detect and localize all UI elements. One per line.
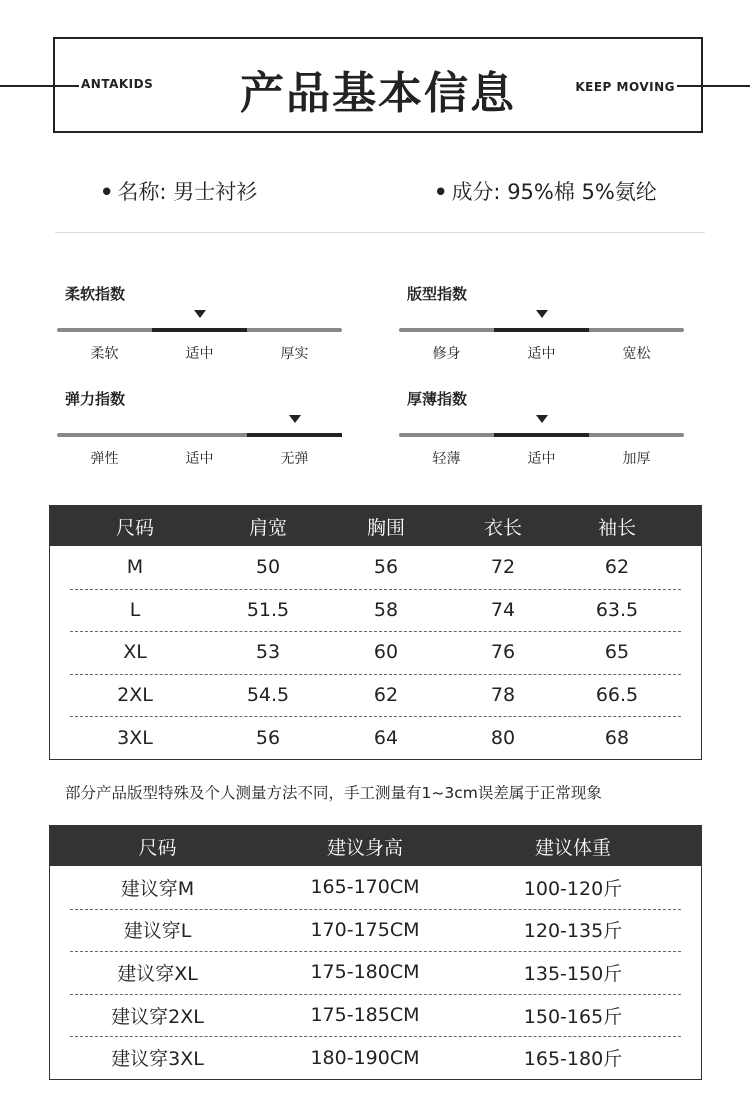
- table-cell: 62: [373, 684, 399, 707]
- index-label: 适中: [185, 346, 214, 362]
- table-cell: 53: [255, 641, 281, 664]
- table-cell: 建议穿M: [120, 877, 195, 900]
- index-title: 版型指数: [407, 285, 468, 303]
- table-cell: 170-175CM: [310, 918, 420, 941]
- table-cell: 68: [604, 726, 630, 749]
- size-table-header: [50, 506, 701, 546]
- table-cell: 165-180斤: [523, 1048, 623, 1071]
- index-label: 加厚: [622, 451, 651, 467]
- index-title: 柔软指数: [65, 285, 126, 303]
- table-cell: 165-170CM: [310, 876, 420, 899]
- table-cell: 66.5: [595, 684, 639, 707]
- index-track-selected: [494, 433, 589, 437]
- index-block: [57, 283, 342, 363]
- table-cell: L: [129, 598, 141, 621]
- table-row: [50, 994, 701, 1037]
- index-track: [57, 433, 342, 437]
- recommend-table: [49, 825, 702, 1080]
- table-row: [50, 674, 701, 717]
- product-composition: [434, 176, 657, 206]
- table-cell: 63.5: [595, 598, 639, 621]
- table-cell: M: [126, 556, 144, 579]
- index-track-selected: [494, 328, 589, 332]
- size-table: [49, 505, 702, 760]
- index-title: 厚薄指数: [407, 390, 468, 408]
- table-row: [50, 716, 701, 759]
- index-block: [57, 388, 342, 468]
- table-row: [50, 1036, 701, 1079]
- table-row: [50, 546, 701, 589]
- table-cell: 175-180CM: [310, 961, 420, 984]
- table-cell: 建议穿XL: [117, 962, 198, 985]
- brand-right: KEEP MOVING: [575, 80, 675, 94]
- index-label: 弹性: [90, 451, 119, 467]
- table-cell: 74: [490, 598, 516, 621]
- table-cell: 120-135斤: [523, 920, 623, 943]
- table-row: [50, 909, 701, 952]
- table-cell: 58: [373, 598, 399, 621]
- table-cell: 54.5: [246, 684, 290, 707]
- table-cell: 180-190CM: [310, 1046, 420, 1069]
- table-row: [50, 951, 701, 994]
- index-label: 轻薄: [432, 451, 461, 467]
- column-header: 尺码: [138, 836, 177, 859]
- recommend-table-header: [50, 826, 701, 866]
- table-cell: 78: [490, 684, 516, 707]
- table-cell: 62: [604, 556, 630, 579]
- index-track: [57, 328, 342, 332]
- table-cell: XL: [123, 641, 147, 664]
- indicator-arrow-icon: [536, 415, 548, 423]
- table-cell: 3XL: [117, 726, 153, 749]
- index-title: 弹力指数: [65, 390, 126, 408]
- table-cell: 135-150斤: [523, 962, 623, 985]
- header-box: [53, 37, 703, 133]
- product-name-text: 名称: 男士衬衫: [117, 180, 258, 204]
- column-header: 建议身高: [326, 836, 403, 859]
- table-cell: 51.5: [246, 598, 290, 621]
- table-cell: 175-185CM: [310, 1004, 420, 1027]
- index-track-selected: [247, 433, 342, 437]
- table-cell: 80: [490, 726, 516, 749]
- product-composition-text: 成分: 95%棉 5%氨纶: [451, 180, 657, 204]
- index-label: 修身: [432, 346, 461, 362]
- table-cell: 建议穿2XL: [111, 1005, 204, 1028]
- indicator-arrow-icon: [194, 310, 206, 318]
- column-header: 衣长: [483, 516, 522, 539]
- table-cell: 150-165斤: [523, 1005, 623, 1028]
- divider: [55, 232, 705, 233]
- table-cell: 建议穿3XL: [111, 1048, 204, 1071]
- table-cell: 64: [373, 726, 399, 749]
- bullet: •: [100, 180, 114, 204]
- table-cell: 50: [255, 556, 281, 579]
- table-cell: 56: [373, 556, 399, 579]
- index-track: [399, 433, 684, 437]
- indicator-arrow-icon: [536, 310, 548, 318]
- column-header: 尺码: [115, 516, 154, 539]
- page-title: 产品基本信息: [240, 68, 516, 119]
- table-row: [50, 631, 701, 674]
- table-cell: 76: [490, 641, 516, 664]
- table-row: [50, 866, 701, 909]
- index-block: [399, 283, 684, 363]
- index-label: 柔软: [90, 346, 119, 362]
- index-label: 适中: [185, 451, 214, 467]
- index-track-selected: [152, 328, 247, 332]
- table-cell: 建议穿L: [123, 920, 192, 943]
- table-cell: 65: [604, 641, 630, 664]
- table-cell: 56: [255, 726, 281, 749]
- index-label: 宽松: [622, 346, 651, 362]
- column-header: 肩宽: [248, 516, 287, 539]
- column-header: 袖长: [597, 516, 636, 539]
- bullet: •: [434, 180, 448, 204]
- table-cell: 60: [373, 641, 399, 664]
- table-row: [50, 589, 701, 632]
- measurement-note: 部分产品版型特殊及个人测量方法不同，手工测量有1~3cm误差属于正常现象: [65, 784, 602, 802]
- column-header: 胸围: [366, 516, 405, 539]
- index-track: [399, 328, 684, 332]
- index-label: 无弹: [280, 451, 309, 467]
- indicator-arrow-icon: [289, 415, 301, 423]
- product-name: [100, 176, 257, 206]
- index-label: 适中: [527, 451, 556, 467]
- brand-left: ANTAKIDS: [81, 77, 154, 91]
- index-label: 厚实: [280, 346, 309, 362]
- column-header: 建议体重: [534, 836, 611, 859]
- table-cell: 100-120斤: [523, 877, 623, 900]
- index-block: [399, 388, 684, 468]
- index-label: 适中: [527, 346, 556, 362]
- table-cell: 72: [490, 556, 516, 579]
- table-cell: 2XL: [117, 684, 153, 707]
